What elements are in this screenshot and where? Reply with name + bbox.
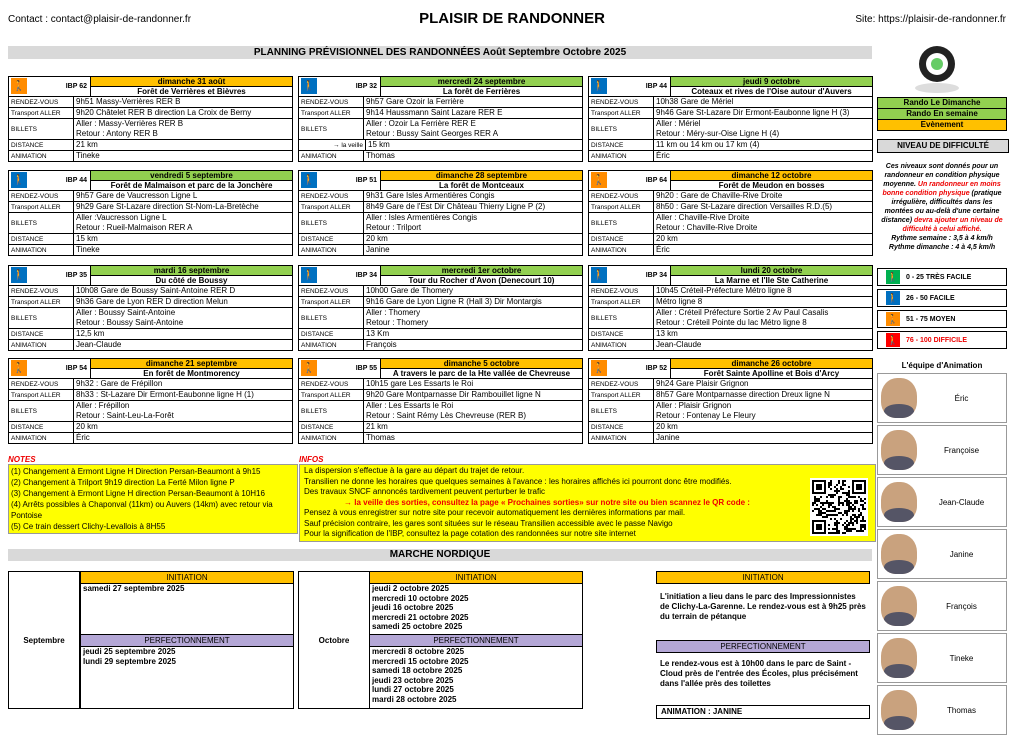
hiker-icon: 🚶 <box>11 267 27 283</box>
team-member <box>877 581 1007 631</box>
marche-date: jeudi 23 octobre 2025 <box>372 675 454 685</box>
hike-date: mercredi 24 septembre <box>381 77 582 87</box>
transport-value: 9h36 Gare de Lyon RER D direction Melun <box>76 297 228 306</box>
hiker-icon: 🚶 <box>591 267 607 283</box>
label-distance: → la veille <box>299 140 366 150</box>
animation-value: Éric <box>76 433 90 442</box>
label-billets: BILLETS <box>589 308 654 328</box>
sept-perf-dates <box>81 647 293 666</box>
hike-card <box>588 76 873 162</box>
info-perf-text: Le rendez-vous est à 10h00 dans le parc de Saint -Cloud près de l'entrée des Écoles, plus précisément dans l'allée près des toilettes <box>660 659 858 688</box>
label-rdv: RENDEZ-VOUS <box>299 286 364 296</box>
distance-value: 12,5 km <box>76 329 105 338</box>
info-ini-head: INITIATION <box>656 571 870 584</box>
label-rdv: RENDEZ-VOUS <box>589 97 654 107</box>
hike-title: La forêt de Montceaux <box>439 181 524 190</box>
hiker-icon: 🚶 <box>301 172 317 188</box>
avatar <box>881 690 917 730</box>
label-transport: Transport ALLER <box>9 390 74 400</box>
team-member <box>877 633 1007 683</box>
note-item: (3) Changement à Ermont Ligne H direction Persan-Beaumont à 10H16 <box>11 489 265 498</box>
hike-card <box>298 170 583 256</box>
infos-l3: Des travaux SNCF annoncés tardivement peuvent perturber le trafic <box>304 487 546 496</box>
retour-value: Retour : Méry-sur-Oise Ligne H (4) <box>656 129 780 138</box>
hike-card <box>8 358 293 444</box>
planning-title: PLANNING PRÉVISIONNEL DES RANDONNÉES Août Septembre Octobre 2025 <box>8 46 872 59</box>
retour-value: Retour : Fontenay Le Fleury <box>656 411 756 420</box>
note-item: (1) Changement à Ermont Ligne H Direction Persan-Beaumont à 9h15 <box>11 467 261 476</box>
animation-value: Janine <box>656 433 680 442</box>
transport-value: 9h16 Gare de Lyon Ligne R (Hall 3) Dir Montargis <box>366 297 542 306</box>
aller-value: Aller : Frépillon <box>76 401 130 410</box>
rdv-value: 9h20 : Gare de Chaville-Rive Droite <box>656 191 783 200</box>
label-rdv: RENDEZ-VOUS <box>589 286 654 296</box>
label-animation: ANIMATION <box>589 151 654 161</box>
marche-date: mercredi 15 octobre 2025 <box>372 656 469 666</box>
info-perf-head: PERFECTIONNEMENT <box>656 640 870 653</box>
distance-value: 20 km <box>76 422 98 431</box>
team-member <box>877 373 1007 423</box>
hiker-icon: 🚶 <box>11 360 27 376</box>
hike-title: Tour du Rocher d'Avon (Denecourt 10) <box>408 276 555 285</box>
label-animation: ANIMATION <box>589 433 654 443</box>
ibp-value: IBP 51 <box>355 177 377 184</box>
aller-value: Aller : Mériel <box>656 119 701 128</box>
hike-card <box>298 265 583 351</box>
label-animation: ANIMATION <box>9 151 74 161</box>
level-label: 26 - 50 FACILE <box>906 294 955 302</box>
hiker-icon: 🚶 <box>886 291 900 305</box>
distance-value: 13 Km <box>366 329 390 338</box>
infos-l2: Transilien ne donne les horaires que quelques semaines à l'avance : les horaires affichés ici pourront donc être modifiés. <box>304 476 732 486</box>
contact-text: Contact : contact@plaisir-de-randonner.fr <box>8 14 192 25</box>
notes-section <box>8 455 298 534</box>
hike-date: jeudi 9 octobre <box>671 77 872 87</box>
hike-card <box>8 76 293 162</box>
hiker-icon: 🚶 <box>301 267 317 283</box>
label-distance: DISTANCE <box>299 422 364 432</box>
distance-value: 13 km <box>656 329 678 338</box>
avatar <box>881 482 917 522</box>
oct-box <box>369 571 583 709</box>
marche-date: jeudi 25 septembre 2025 <box>83 647 176 656</box>
hiker-icon: 🚶 <box>886 333 900 347</box>
marche-date: jeudi 16 octobre 2025 <box>372 603 454 612</box>
label-billets: BILLETS <box>299 119 364 139</box>
avatar <box>881 534 917 574</box>
hike-title: A travers le parc de la Hte vallée de Chevreuse <box>392 369 571 378</box>
infos-l5: Pensez à vous enregistrer sur notre site pour recevoir automatiquement les dernières informations par mail. <box>304 508 686 517</box>
team-member <box>877 529 1007 579</box>
club-logo-icon <box>912 40 962 96</box>
hike-title: Du côté de Boussy <box>155 276 228 285</box>
label-rdv: RENDEZ-VOUS <box>299 191 364 201</box>
ibp-value: IBP 62 <box>65 83 87 90</box>
infos-box <box>299 464 876 542</box>
level-row <box>877 310 1007 328</box>
retour-value: Retour : Antony RER B <box>76 129 158 138</box>
infos-l4: → la veille des sorties, consultez la page « Prochaines sorties» sur notre site ou bien scannez le QR code : <box>344 497 750 507</box>
label-distance: DISTANCE <box>299 234 364 244</box>
marche-date: jeudi 2 octobre 2025 <box>372 584 449 593</box>
aller-value: Aller : Boussy Saint-Antoine <box>76 308 176 317</box>
marche-date: samedi 25 octobre 2025 <box>372 622 463 631</box>
label-rdv: RENDEZ-VOUS <box>9 97 74 107</box>
label-distance: DISTANCE <box>9 329 74 339</box>
niveau-t1: Ces niveaux sont donnés pour un randonneur en condition physique moyenne. <box>883 163 1000 188</box>
infos-section <box>299 455 876 542</box>
label-animation: ANIMATION <box>299 245 364 255</box>
oct-perf-dates <box>370 647 582 704</box>
ibp-value: IBP 54 <box>65 365 87 372</box>
oct-ini-dates <box>370 584 582 634</box>
hike-card <box>298 358 583 444</box>
label-rdv: RENDEZ-VOUS <box>9 191 74 201</box>
hiker-icon: 🚶 <box>301 78 317 94</box>
label-rdv: RENDEZ-VOUS <box>299 379 364 389</box>
hiker-icon: 🚶 <box>591 360 607 376</box>
niveau-text <box>877 162 1007 252</box>
marche-date: mercredi 21 octobre 2025 <box>372 612 469 622</box>
aller-value: Aller : Plaisir Grignon <box>656 401 732 410</box>
notes-box <box>8 464 298 534</box>
level-label: 76 - 100 DIFFICILE <box>906 336 968 344</box>
label-billets: BILLETS <box>299 308 364 328</box>
niveau-title: NIVEAU DE DIFFICULTÉ <box>877 139 1009 153</box>
member-name: François <box>946 601 977 611</box>
retour-value: Retour : Saint Rémy Lès Chevreuse (RER B) <box>366 411 527 420</box>
avatar <box>881 638 917 678</box>
label-billets: BILLETS <box>299 401 364 421</box>
transport-value: 9h46 Gare St-Lazare Dir Ermont-Eaubonne ligne H (3) <box>656 108 850 117</box>
legend-evenement: Evènement <box>877 120 1007 131</box>
member-name: Thomas <box>947 705 976 715</box>
team-member <box>877 477 1007 527</box>
aller-value: Aller : Isles Armentières Congis <box>366 213 478 222</box>
legend-dimanche: Rando Le Dimanche <box>877 97 1007 109</box>
retour-value: Retour : Chaville-Rive Droite <box>656 223 758 232</box>
avatar <box>881 430 917 470</box>
team-member <box>877 685 1007 735</box>
info-ini-text: L'initiation a lieu dans le parc des Impressionnistes de Clichy-La-Garenne. Le rendez-vous est à 9h25 près du terrain de pétanque <box>660 592 866 621</box>
hike-date: dimanche 28 septembre <box>381 171 582 181</box>
transport-value: 8h33 : St-Lazare Dir Ermont-Eaubonne ligne H (1) <box>76 390 254 399</box>
hike-date: dimanche 12 octobre <box>671 171 872 181</box>
equipe-title: L'équipe d'Animation <box>901 361 983 370</box>
sept-box <box>80 571 294 709</box>
label-transport: Transport ALLER <box>299 202 364 212</box>
infos-l1: La dispersion s'effectue à la gare au départ du trajet de retour. <box>304 466 525 475</box>
label-rdv: RENDEZ-VOUS <box>9 379 74 389</box>
aller-value: Aller : Massy-Verrières RER B <box>76 119 184 128</box>
label-animation: ANIMATION <box>589 245 654 255</box>
label-transport: Transport ALLER <box>589 202 654 212</box>
retour-value: Retour : Créteil Pointe du lac Métro ligne 8 <box>656 318 807 327</box>
distance-value: 20 km <box>656 422 678 431</box>
label-animation: ANIMATION <box>299 433 364 443</box>
label-animation: ANIMATION <box>9 433 74 443</box>
note-item: (2) Changement à Trilport 9h19 direction La Ferté Milon ligne P <box>11 478 235 487</box>
aller-value: Aller : Les Essarts le Roi <box>366 401 454 410</box>
label-billets: BILLETS <box>9 213 74 233</box>
hike-date: dimanche 26 octobre <box>671 359 872 369</box>
niveau-t5: Rythme semaine : 3,5 à 4 km/h <box>891 235 993 242</box>
qr-code-icon[interactable] <box>810 478 868 536</box>
marche-date: lundi 29 septembre 2025 <box>83 656 176 666</box>
distance-value: 11 km ou 14 km ou 17 km (4) <box>656 140 760 149</box>
marche-date: mercredi 8 octobre 2025 <box>372 647 465 656</box>
infos-l7: Pour la signification de l'IBP, consultez la page cotation des randonnées sur notre site internet <box>304 529 636 538</box>
label-animation: ANIMATION <box>9 340 74 350</box>
label-transport: Transport ALLER <box>589 108 654 118</box>
site-text: Site: https://plaisir-de-randonner.fr <box>855 14 1006 25</box>
level-label: 51 - 75 MOYEN <box>906 315 956 323</box>
hike-title: En forêt de Montmorency <box>143 369 240 378</box>
ibp-value: IBP 32 <box>355 83 377 90</box>
legend-table <box>877 97 1007 131</box>
niveau-t4: devra ajouter un niveau de difficulté à celui affiché. <box>902 217 1003 233</box>
retour-value: Retour : Trilport <box>366 223 422 232</box>
legend-semaine: Rando En semaine <box>877 109 1007 120</box>
label-billets: BILLETS <box>589 401 654 421</box>
hiker-icon: 🚶 <box>11 172 27 188</box>
aller-value: Aller : Ozoir La Ferrière RER E <box>366 119 476 128</box>
hiker-icon: 🚶 <box>886 312 900 326</box>
retour-value: Retour : Bussy Saint Georges RER A <box>366 129 499 138</box>
label-distance: DISTANCE <box>9 140 74 150</box>
retour-value: Retour : Boussy Saint-Antoine <box>76 318 184 327</box>
hiker-icon: 🚶 <box>301 360 317 376</box>
note-item: (5) Ce train dessert Clichy-Levallois à 8H55 <box>11 522 166 531</box>
level-row <box>877 289 1007 307</box>
hike-date: mardi 16 septembre <box>91 266 292 276</box>
oct-ini-head: INITIATION <box>370 572 582 584</box>
retour-value: Retour : Rueil-Malmaison RER A <box>76 223 193 232</box>
transport-value: 8h50 : Gare St-Lazare direction Versailles R.D.(5) <box>656 202 833 211</box>
ibp-value: IBP 55 <box>355 365 377 372</box>
animation-value: Tineke <box>76 245 100 254</box>
label-distance: DISTANCE <box>589 140 654 150</box>
hike-title: Forêt de Meudon en bosses <box>718 181 825 190</box>
label-billets: BILLETS <box>589 119 654 139</box>
hiker-icon: 🚶 <box>591 172 607 188</box>
note-item: (4) Arrêts possibles à Chaponval (11km) ou Auvers (14km) avec retour via Pontoise <box>11 500 273 520</box>
level-row <box>877 268 1007 286</box>
rdv-value: 10h00 Gare de Thomery <box>366 286 454 295</box>
hike-date: dimanche 31 août <box>91 77 292 87</box>
animation-value: Jean-Claude <box>656 340 702 349</box>
label-distance: DISTANCE <box>589 422 654 432</box>
ibp-value: IBP 35 <box>65 272 87 279</box>
marche-date: mercredi 10 octobre 2025 <box>372 593 469 603</box>
label-distance: DISTANCE <box>9 234 74 244</box>
transport-value: 9h14 Haussmann Saint Lazare RER E <box>366 108 503 117</box>
label-rdv: RENDEZ-VOUS <box>589 379 654 389</box>
ibp-value: IBP 52 <box>645 365 667 372</box>
hike-card <box>588 265 873 351</box>
animation-value: Éric <box>656 151 670 160</box>
label-transport: Transport ALLER <box>299 390 364 400</box>
animation-value: Éric <box>656 245 670 254</box>
avatar <box>881 378 917 418</box>
animation-value: Thomas <box>366 433 395 442</box>
label-billets: BILLETS <box>589 213 654 233</box>
hike-title: Forêt Sainte Apolline et Bois d'Arcy <box>703 369 840 378</box>
transport-value: Métro ligne 8 <box>656 297 703 306</box>
marche-date: lundi 27 octobre 2025 <box>372 685 454 694</box>
hike-card <box>588 358 873 444</box>
hike-date: dimanche 21 septembre <box>91 359 292 369</box>
rdv-value: 9h57 Gare Ozoir la Ferrière <box>366 97 464 106</box>
hike-card <box>298 76 583 162</box>
label-transport: Transport ALLER <box>9 202 74 212</box>
hike-title: Forêt de Malmaison et parc de la Jonchère <box>110 181 273 190</box>
distance-value: 15 km <box>368 140 390 149</box>
ibp-value: IBP 44 <box>65 177 87 184</box>
niveau-t3: (pratique irrégulière, difficultés dans les montées ou au-delà d'une certaine distance) <box>881 190 1002 224</box>
aller-value: Aller : Créteil Préfecture Sortie 2 Av Paul Casalis <box>656 308 829 317</box>
marche-info <box>656 571 870 716</box>
hike-card <box>588 170 873 256</box>
hike-title: Forêt de Verrières et Bièvres <box>137 87 246 96</box>
hike-title: Coteaux et rives de l'Oise autour d'Auvers <box>691 87 852 96</box>
transport-value: 8h49 Gare de l'Est Dir Château Thierry Ligne P (2) <box>366 202 546 211</box>
distance-value: 20 km <box>366 234 388 243</box>
notes-title: NOTES <box>8 455 36 464</box>
hike-date: vendredi 5 septembre <box>91 171 292 181</box>
hike-date: lundi 20 octobre <box>671 266 872 276</box>
marche-date: mardi 28 octobre 2025 <box>372 694 457 704</box>
label-transport: Transport ALLER <box>589 390 654 400</box>
sept-ini-dates <box>81 584 293 634</box>
transport-value: 9h20 Châtelet RER B direction La Croix de Berny <box>76 108 252 117</box>
rdv-value: 9h32 : Gare de Frépillon <box>76 379 163 388</box>
niveau-t6: Rythme dimanche : 4 à 4,5 km/h <box>888 244 996 251</box>
hike-card <box>8 265 293 351</box>
label-billets: BILLETS <box>299 213 364 233</box>
label-distance: DISTANCE <box>299 329 364 339</box>
oct-perf-head: PERFECTIONNEMENT <box>370 634 582 647</box>
aller-value: Aller : Thomery <box>366 308 421 317</box>
sept-ini-head: INITIATION <box>81 572 293 584</box>
label-billets: BILLETS <box>9 308 74 328</box>
animation-value: Janine <box>366 245 390 254</box>
label-transport: Transport ALLER <box>299 297 364 307</box>
ibp-value: IBP 34 <box>645 272 667 279</box>
aller-value: Aller : Chaville-Rive Droite <box>656 213 750 222</box>
label-transport: Transport ALLER <box>9 108 74 118</box>
member-name: Tineke <box>949 653 974 663</box>
animation-value: François <box>366 340 397 349</box>
label-animation: ANIMATION <box>589 340 654 350</box>
label-billets: BILLETS <box>9 119 74 139</box>
hiker-icon: 🚶 <box>11 78 27 94</box>
rdv-value: 9h24 Gare Plaisir Grignon <box>656 379 749 388</box>
member-name: Éric <box>954 393 969 403</box>
rdv-value: 10h45 Créteil-Préfecture Métro ligne 8 <box>656 286 792 295</box>
sept-perf-head: PERFECTIONNEMENT <box>81 634 293 647</box>
hiker-icon: 🚶 <box>886 270 900 284</box>
hike-title: La forêt de Ferrières <box>442 87 521 96</box>
label-transport: Transport ALLER <box>589 297 654 307</box>
hiker-icon: 🚶 <box>591 78 607 94</box>
label-rdv: RENDEZ-VOUS <box>589 191 654 201</box>
level-label: 0 - 25 TRÈS FACILE <box>906 273 972 281</box>
animation-value: Tineke <box>76 151 100 160</box>
ibp-value: IBP 44 <box>645 83 667 90</box>
team-member <box>877 425 1007 475</box>
marche-date: samedi 18 octobre 2025 <box>372 666 463 675</box>
page-title: PLAISIR DE RANDONNER <box>419 10 605 27</box>
hike-date: dimanche 5 octobre <box>381 359 582 369</box>
rdv-value: 10h08 Gare de Boussy Saint-Antoine RER D <box>76 286 236 295</box>
infos-l6: Sauf précision contraire, les gares sont situées sur le réseau Transilien accessible avec le passe Navigo <box>304 518 673 528</box>
transport-value: 9h20 Gare Montparnasse Dir Rambouillet ligne N <box>366 390 541 399</box>
hike-date: mercredi 1er octobre <box>381 266 582 276</box>
distance-value: 21 km <box>76 140 98 149</box>
niveau-t2: Un randonneur en moins bonne condition physique <box>882 181 1001 197</box>
rdv-value: 9h57 Gare de Vaucresson Ligne L <box>76 191 198 200</box>
level-row <box>877 331 1007 349</box>
hike-title: La Marne et l'Ile Ste Catherine <box>714 276 829 285</box>
member-name: Françoise <box>943 445 980 455</box>
label-distance: DISTANCE <box>589 329 654 339</box>
distance-value: 15 km <box>76 234 98 243</box>
distance-value: 21 km <box>366 422 388 431</box>
aller-value: Aller :Vaucresson Ligne L <box>76 213 167 222</box>
label-transport: Transport ALLER <box>9 297 74 307</box>
infos-title: INFOS <box>299 455 324 464</box>
rdv-value: 10h15 gare Les Essarts le Roi <box>366 379 474 388</box>
animation-value: Thomas <box>366 151 395 160</box>
member-name: Janine <box>949 549 974 559</box>
transport-value: 9h29 Gare St-Lazare direction St-Nom-La-Bretèche <box>76 202 259 211</box>
label-rdv: RENDEZ-VOUS <box>9 286 74 296</box>
label-animation: ANIMATION <box>299 151 364 161</box>
member-name: Jean-Claude <box>938 497 985 507</box>
transport-value: 8h57 Gare Montparnasse direction Dreux ligne N <box>656 390 830 399</box>
oct-label: Octobre <box>298 571 370 709</box>
ibp-value: IBP 64 <box>645 177 667 184</box>
label-billets: BILLETS <box>9 401 74 421</box>
hike-card <box>8 170 293 256</box>
label-distance: DISTANCE <box>589 234 654 244</box>
label-transport: Transport ALLER <box>299 108 364 118</box>
label-distance: DISTANCE <box>9 422 74 432</box>
avatar <box>881 586 917 626</box>
sept-label: Septembre <box>8 571 80 709</box>
rdv-value: 9h51 Massy-Verrières RER B <box>76 97 181 106</box>
rdv-value: 9h31 Gare Isles Armentières Congis <box>366 191 495 200</box>
retour-value: Retour : Thomery <box>366 318 429 327</box>
rdv-value: 10h38 Gare de Mériel <box>656 97 734 106</box>
marche-title: MARCHE NORDIQUE <box>8 549 872 561</box>
ibp-value: IBP 34 <box>355 272 377 279</box>
info-animation: ANIMATION : JANINE <box>656 705 870 719</box>
label-rdv: RENDEZ-VOUS <box>299 97 364 107</box>
distance-value: 20 km <box>656 234 678 243</box>
retour-value: Retour : Saint-Leu-La-Forêt <box>76 411 174 420</box>
label-animation: ANIMATION <box>9 245 74 255</box>
animation-value: Jean-Claude <box>76 340 122 349</box>
marche-date: samedi 27 septembre 2025 <box>83 584 185 593</box>
label-animation: ANIMATION <box>299 340 364 350</box>
